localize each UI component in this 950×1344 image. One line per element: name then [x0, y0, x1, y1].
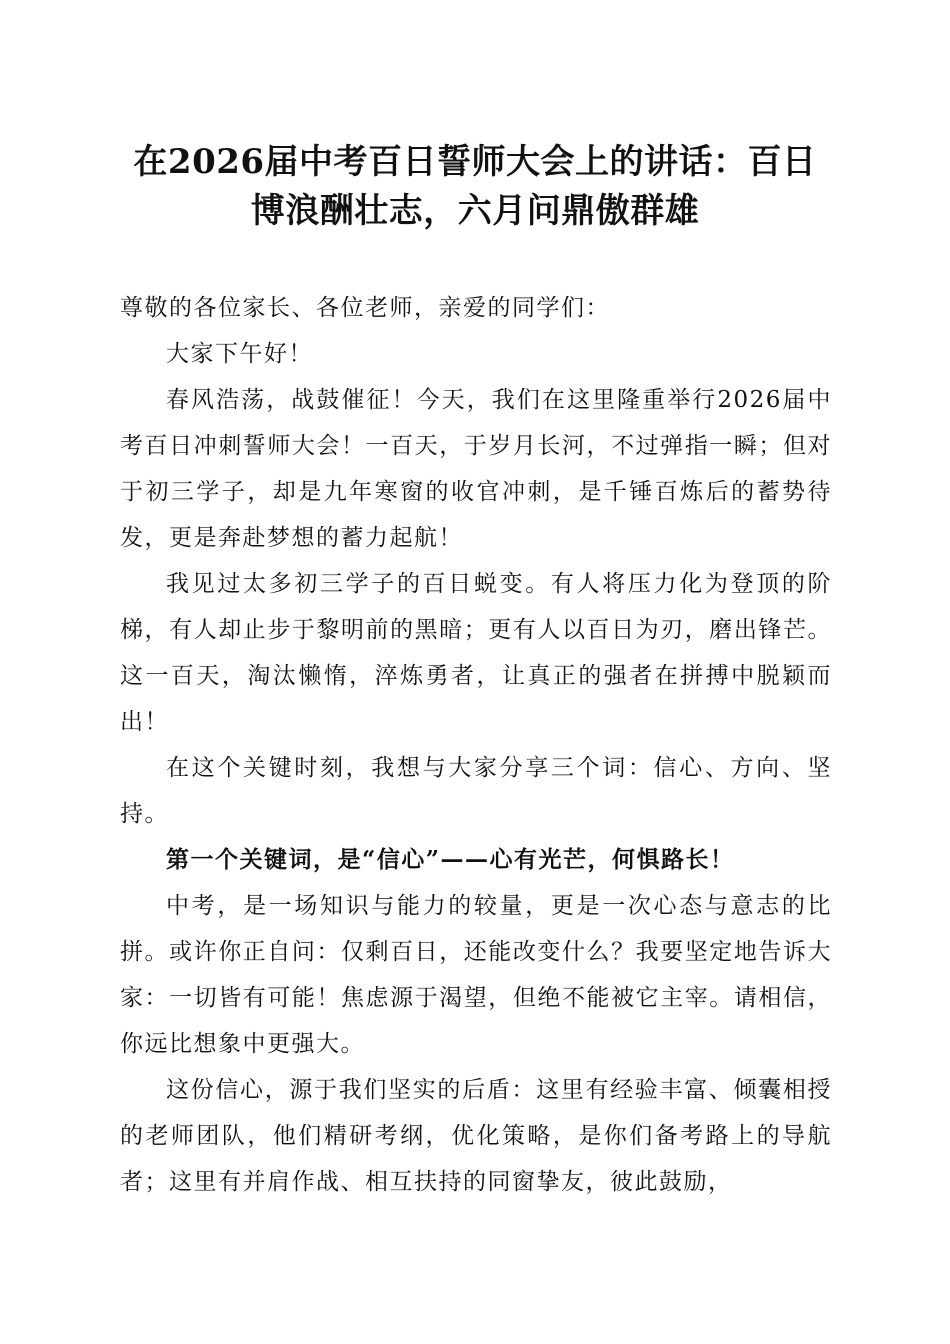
- document-title: [118, 138, 832, 236]
- section-heading-confidence: 第一个关键词，是“信心”——心有光芒，何惧路长！: [166, 846, 735, 873]
- paragraph: 春风浩荡，战鼓催征！今天，我们在这里隆重举行2026届中考百日冲刺誓师大会！一百天，于岁月长河，不过弹指一瞬；但对于初三学子，却是九年寒窗的收官冲刺，是千锤百炼后的蓄势待发，更是奔赴梦想的蓄力起航！: [120, 387, 832, 551]
- paragraph: 中考，是一场知识与能力的较量，更是一次心态与意志的比拼。或许你正自问：仅剩百日，还能改变什么？我要坚定地告诉大家：一切皆有可能！焦虑源于渴望，但绝不能被它主宰。请相信，你远比想象中更强大。: [120, 893, 832, 1057]
- document-body: [120, 285, 832, 1205]
- title-line-1: 在2026届中考百日誓师大会上的讲话：百日: [133, 142, 817, 182]
- paragraph: 我见过太多初三学子的百日蜕变。有人将压力化为登顶的阶梯，有人却止步于黎明前的黑暗；更有人以百日为刃，磨出锋芒。这一百天，淘汰懒惰，淬炼勇者，让真正的强者在拼搏中脱颖而出！: [120, 571, 832, 735]
- paragraph: 在这个关键时刻，我想与大家分享三个词：信心、方向、坚持。: [120, 755, 832, 827]
- greeting: 大家下午好！: [166, 341, 313, 367]
- paragraph: 这份信心，源于我们坚实的后盾：这里有经验丰富、倾囊相授的老师团队，他们精研考纲，优化策略，是你们备考路上的导航者；这里有并肩作战、相互扶持的同窗挚友，彼此鼓励，: [120, 1077, 832, 1195]
- salutation: 尊敬的各位家长、各位老师，亲爱的同学们：: [120, 295, 610, 321]
- title-line-2: 博浪酬壮志，六月问鼎傲群雄: [250, 191, 700, 231]
